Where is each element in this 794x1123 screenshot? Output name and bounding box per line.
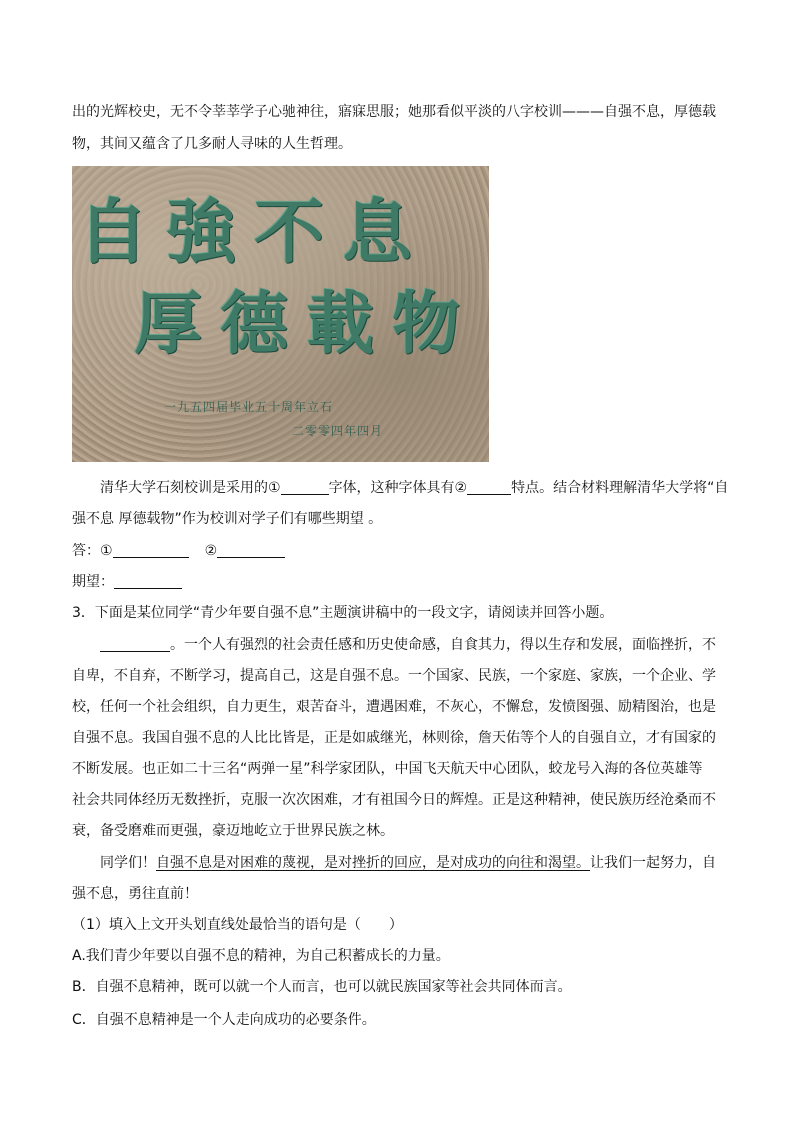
question-2-text-a: 清华大学石刻校训是采用的① [100,480,281,496]
underlined-sentence: 自强不息是对困难的蔑视，是对挫折的回应，是对成功的向往和渴望。 [156,855,590,871]
option-b[interactable]: B．自强不息精神，既可以就一个人而言，也可以就民族国家等社会共同体而言。 [72,979,572,995]
closing-text: 让我们一起努力，自 [590,855,716,871]
question-3-title: 3．下面是某位同学“青少年要自强不息”主题演讲稿中的一段文字，请阅读并回答小题。 [72,605,614,621]
speech-line-2: 自卑，不自弃，不断学习，提高自己，这是自强不息。一个国家、民族，一个家庭、家族，一个企业、学 [72,668,716,684]
speech-closing-line-1 [100,853,716,873]
answer-blank-2[interactable] [217,542,285,558]
stone-inscription-line-2: 二零零四年四月 [292,424,384,438]
answer-line [72,541,285,561]
question-2-text-b: 字体，这种字体具有② [328,480,468,496]
question-2-line-1 [100,478,728,498]
expect-label: 期望： [72,574,114,590]
speech-line-7: 衰，备受磨难而更强，豪迈地屹立于世界民族之林。 [72,823,394,839]
intro-line-2: 物，其间又蕴含了几多耐人寻味的人生哲理。 [72,136,352,152]
question-2-text-c: 特点。结合材料理解清华大学将“自 [511,480,729,496]
stone-motto-row-1: 自強不息 [78,190,430,273]
blank-font-feature[interactable] [467,479,511,495]
speech-line-5: 不断发展。也正如二十三名“两弹一星”科学家团队，中国飞天航天中心团队，蛟龙号入海的各位英雄等 [72,761,703,777]
answer-blank-1[interactable] [113,542,189,558]
answer-label: 答：① [72,543,113,559]
speech-line-1-text: 。一个人有强烈的社会责任感和历史使命感，自食其力，得以生存和发展，面临挫折，不 [170,637,716,653]
speech-line-1 [100,635,716,655]
expect-line [72,572,182,592]
expect-blank[interactable] [114,573,182,589]
sub-question-1: （1）填入上文开头划直线处最恰当的语句是（ ） [72,917,403,933]
speech-line-6: 社会共同体经历无数挫折，克服一次次困难，才有祖国今日的辉煌。正是这种精神，使民族历经沧桑而不 [72,792,716,808]
stone-motto-row-2: 厚德載物 [134,284,479,364]
closing-address: 同学们！ [100,855,156,871]
speech-line-4: 自强不息。我国自强不息的人比比皆是，正是如戚继光，林则徐，詹天佑等个人的自强自立，才有国家的 [72,730,716,746]
option-a[interactable]: A.我们青少年要以自强不息的精神，为自己积蓄成长的力量。 [72,948,450,964]
answer-mid-label: ② [204,543,218,559]
stone-inscription-line-1: 一九五四届毕业五十周年立石 [164,400,334,414]
speech-opening-blank[interactable] [100,636,170,652]
intro-line-1: 出的光辉校史，无不令莘莘学子心驰神往，寤寐思服；她那看似平淡的八字校训———自强不息，厚德载 [72,104,716,120]
blank-font-name[interactable] [281,479,329,495]
speech-line-3: 校，任何一个社会组织，自力更生，艰苦奋斗，遭遇困难，不灰心，不懈怠，发愤图强、励精图治，也是 [72,699,716,715]
option-c[interactable]: C．自强不息精神是一个人走向成功的必要条件。 [72,1012,376,1028]
question-2-line-2: 强不息 厚德载物”作为校训对学子们有哪些期望 。 [72,511,383,527]
speech-closing-line-2: 强不息，勇往直前！ [72,886,198,902]
motto-stone-photo [72,166,489,462]
